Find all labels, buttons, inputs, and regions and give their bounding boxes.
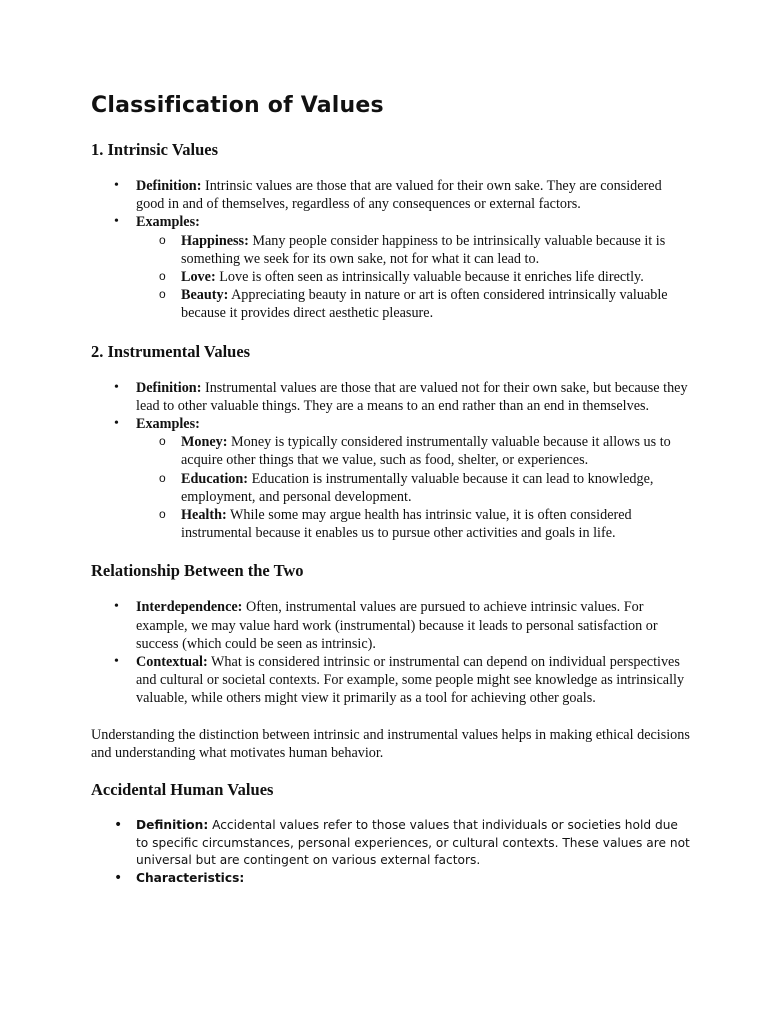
example-text: Love is often seen as intrinsically valuable because it enriches life directly. — [219, 269, 644, 286]
section-heading-relationship: Relationship Between the Two — [91, 561, 304, 581]
section-heading-intrinsic: 1. Intrinsic Values — [91, 140, 218, 159]
example-text: Appreciating beauty in nature or art is often considered intrinsically valuable because it provides direct aesthetic pleasure. — [181, 287, 668, 322]
example-item — [181, 506, 691, 542]
definition-text: Accidental values refer to those values that individuals or societies hold due to specific circumstances, personal experiences, or cultural contexts. These values are not universal but are contingent on various external factors. — [136, 818, 690, 868]
definition-label: Definition: — [136, 178, 202, 194]
list-item — [136, 415, 691, 542]
example-item — [181, 286, 691, 322]
list-item — [136, 213, 691, 322]
accidental-list — [91, 817, 691, 888]
list-item — [136, 653, 691, 708]
examples-list — [136, 232, 691, 323]
example-item — [181, 433, 691, 469]
list-item — [136, 177, 691, 213]
intrinsic-list — [91, 177, 691, 323]
relationship-list — [91, 598, 691, 707]
list-item — [136, 870, 691, 888]
section-heading-instrumental: 2. Instrumental Values — [91, 341, 251, 361]
item-term: Contextual: — [136, 654, 208, 671]
definition-text: Instrumental values are those that are valued not for their own sake, but because they lead to other valuable things. They are a means to an end rather than an end in themselves. — [136, 379, 688, 414]
list-item — [136, 379, 691, 415]
example-term: Beauty: — [181, 287, 229, 304]
characteristics-label: Characteristics: — [136, 871, 245, 886]
example-text: Money is typically considered instrumentally valuable because it allows us to acquire other things that we value, such as food, shelter, or experiences. — [181, 434, 671, 469]
definition-label: Definition: — [136, 379, 202, 396]
example-item — [181, 232, 691, 268]
section-heading-accidental: Accidental Human Values — [91, 780, 274, 800]
example-item — [181, 268, 691, 286]
definition-text: Intrinsic values are those that are valued for their own sake. They are considered good in and of themselves, regardless of any consequences or external factors. — [136, 178, 662, 213]
example-text: Education is instrumentally valuable because it can lead to knowledge, employment, and personal development. — [181, 470, 654, 505]
examples-label: Examples: — [136, 214, 200, 231]
list-item — [136, 817, 691, 870]
item-term: Interdependence: — [136, 599, 243, 616]
example-item — [181, 470, 691, 506]
example-term: Health: — [181, 507, 227, 524]
example-text: Many people consider happiness to be intrinsically valuable because it is something we seek for its own sake, not for what it can lead to. — [181, 232, 666, 267]
list-item — [136, 598, 691, 653]
definition-label: Definition: — [136, 818, 209, 833]
example-term: Love: — [181, 269, 216, 286]
example-term: Money: — [181, 434, 228, 451]
examples-label: Examples: — [136, 416, 200, 433]
example-term: Education: — [181, 470, 249, 487]
summary-paragraph: Understanding the distinction between intrinsic and instrumental values helps in making ethical decisions and understanding what motivates human behavior. — [91, 726, 690, 761]
page-title: Classification of Values — [91, 93, 384, 118]
example-term: Happiness: — [181, 232, 249, 249]
item-text: Often, instrumental values are pursued to achieve intrinsic values. For example, we may value hard work (instrumental) because it leads to personal satisfaction or success (which could be seen as intrinsic). — [136, 599, 658, 652]
example-text: While some may argue health has intrinsic value, it is often considered instrumental because it enables us to pursue other activities and goals in life. — [181, 507, 632, 542]
document-page — [91, 91, 691, 888]
examples-list — [136, 433, 691, 542]
item-text: What is considered intrinsic or instrumental can depend on individual perspectives and cultural or societal contexts. For example, some people might see knowledge as intrinsically valuable, while others might view it primarily as a tool for achieving other goals. — [136, 654, 685, 707]
instrumental-list — [91, 379, 691, 543]
